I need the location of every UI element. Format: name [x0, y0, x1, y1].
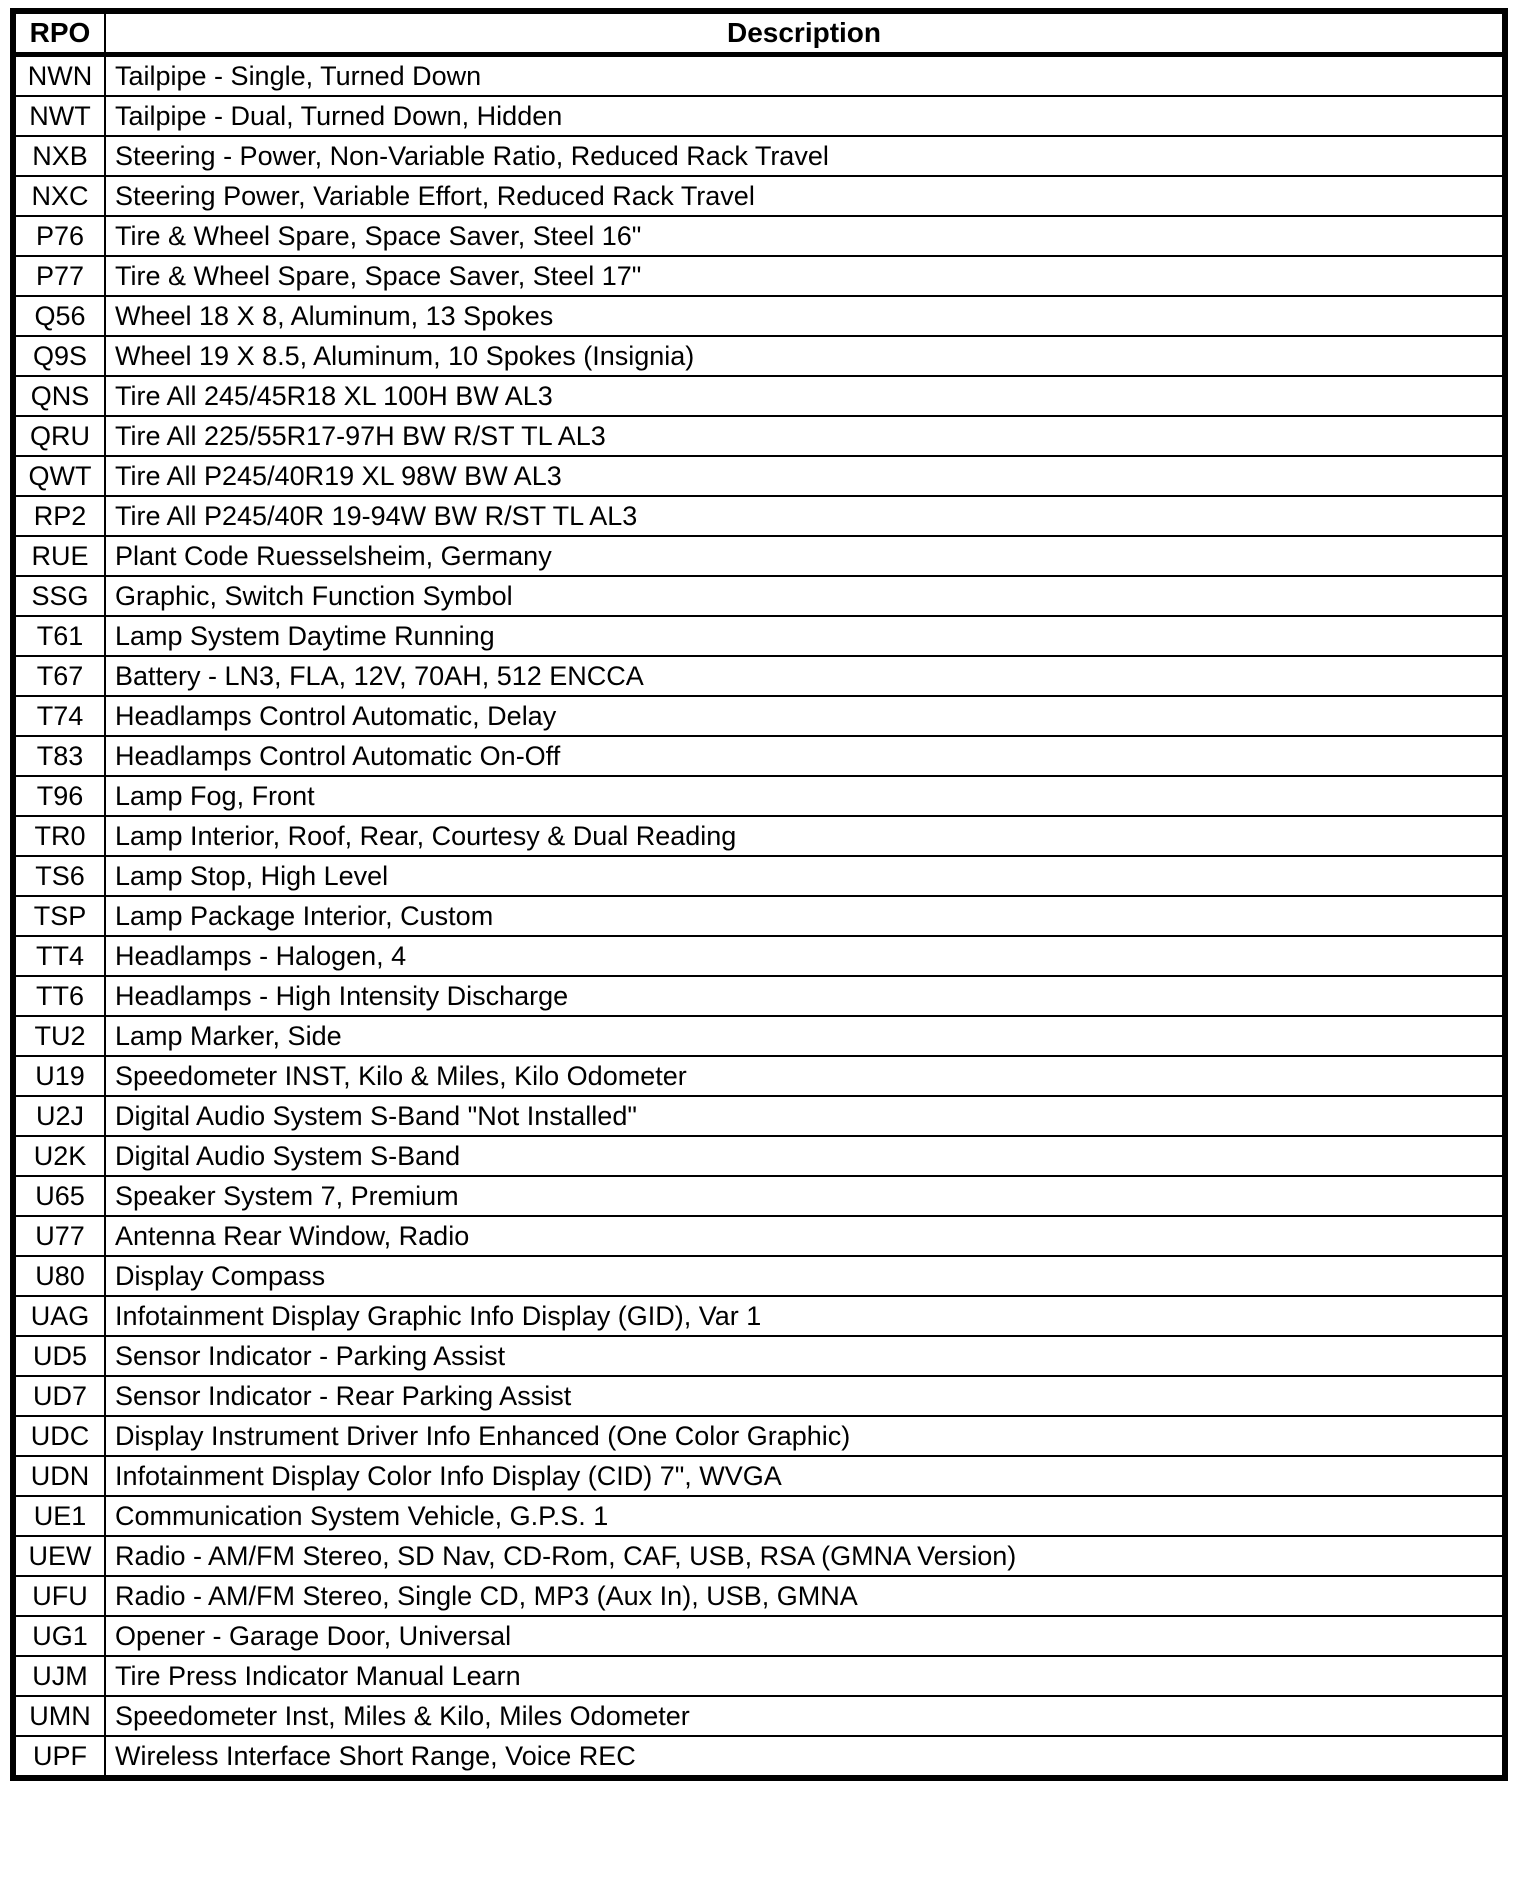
rpo-cell: TS6 — [13, 856, 105, 896]
description-cell: Wheel 18 X 8, Aluminum, 13 Spokes — [105, 296, 1505, 336]
rpo-cell: UPF — [13, 1736, 105, 1778]
description-cell: Lamp Fog, Front — [105, 776, 1505, 816]
rpo-cell: UD5 — [13, 1336, 105, 1376]
rpo-cell: U2J — [13, 1096, 105, 1136]
description-cell: Steering - Power, Non-Variable Ratio, Reduced Rack Travel — [105, 136, 1505, 176]
table-row — [13, 1296, 1505, 1336]
rpo-cell: U65 — [13, 1176, 105, 1216]
table-row — [13, 496, 1505, 536]
description-cell: Tire Press Indicator Manual Learn — [105, 1656, 1505, 1696]
rpo-cell: T74 — [13, 696, 105, 736]
description-cell: Tire All 225/55R17-97H BW R/ST TL AL3 — [105, 416, 1505, 456]
rpo-cell: TSP — [13, 896, 105, 936]
header-row — [13, 11, 1505, 55]
description-cell: Battery - LN3, FLA, 12V, 70AH, 512 ENCCA — [105, 656, 1505, 696]
description-cell: Infotainment Display Color Info Display (CID) 7", WVGA — [105, 1456, 1505, 1496]
description-cell: Radio - AM/FM Stereo, SD Nav, CD-Rom, CAF, USB, RSA (GMNA Version) — [105, 1536, 1505, 1576]
table-row — [13, 1496, 1505, 1536]
rpo-cell: P77 — [13, 256, 105, 296]
description-cell: Opener - Garage Door, Universal — [105, 1616, 1505, 1656]
description-cell: Headlamps - Halogen, 4 — [105, 936, 1505, 976]
description-cell: Speaker System 7, Premium — [105, 1176, 1505, 1216]
table-row — [13, 296, 1505, 336]
description-cell: Lamp Package Interior, Custom — [105, 896, 1505, 936]
table-row — [13, 1176, 1505, 1216]
rpo-cell: NWT — [13, 96, 105, 136]
rpo-cell: TR0 — [13, 816, 105, 856]
rpo-cell: NWN — [13, 55, 105, 97]
description-cell: Digital Audio System S-Band — [105, 1136, 1505, 1176]
table-row — [13, 1456, 1505, 1496]
description-cell: Tire All 245/45R18 XL 100H BW AL3 — [105, 376, 1505, 416]
description-cell: Speedometer INST, Kilo & Miles, Kilo Odometer — [105, 1056, 1505, 1096]
description-cell: Sensor Indicator - Rear Parking Assist — [105, 1376, 1505, 1416]
rpo-cell: UD7 — [13, 1376, 105, 1416]
table-row — [13, 816, 1505, 856]
table-row — [13, 696, 1505, 736]
rpo-cell: U19 — [13, 1056, 105, 1096]
rpo-cell: U80 — [13, 1256, 105, 1296]
table-row — [13, 1216, 1505, 1256]
description-cell: Wireless Interface Short Range, Voice REC — [105, 1736, 1505, 1778]
table-row — [13, 976, 1505, 1016]
rpo-cell: UG1 — [13, 1616, 105, 1656]
rpo-cell: UJM — [13, 1656, 105, 1696]
rpo-cell: NXB — [13, 136, 105, 176]
rpo-cell: RUE — [13, 536, 105, 576]
rpo-cell: RP2 — [13, 496, 105, 536]
table-row — [13, 1616, 1505, 1656]
table-row — [13, 576, 1505, 616]
table-row — [13, 136, 1505, 176]
description-cell: Display Compass — [105, 1256, 1505, 1296]
description-cell: Infotainment Display Graphic Info Display (GID), Var 1 — [105, 1296, 1505, 1336]
rpo-cell: QRU — [13, 416, 105, 456]
table-row — [13, 776, 1505, 816]
table-row — [13, 1696, 1505, 1736]
description-cell: Tire All P245/40R 19-94W BW R/ST TL AL3 — [105, 496, 1505, 536]
description-cell: Headlamps Control Automatic, Delay — [105, 696, 1505, 736]
rpo-cell: UMN — [13, 1696, 105, 1736]
rpo-cell: UE1 — [13, 1496, 105, 1536]
rpo-cell: U77 — [13, 1216, 105, 1256]
rpo-cell: Q56 — [13, 296, 105, 336]
rpo-cell: UEW — [13, 1536, 105, 1576]
description-cell: Graphic, Switch Function Symbol — [105, 576, 1505, 616]
rpo-cell: Q9S — [13, 336, 105, 376]
table-row — [13, 896, 1505, 936]
table-row — [13, 256, 1505, 296]
description-cell: Antenna Rear Window, Radio — [105, 1216, 1505, 1256]
description-cell: Display Instrument Driver Info Enhanced (One Color Graphic) — [105, 1416, 1505, 1456]
description-cell: Sensor Indicator - Parking Assist — [105, 1336, 1505, 1376]
description-cell: Lamp Marker, Side — [105, 1016, 1505, 1056]
description-cell: Tire & Wheel Spare, Space Saver, Steel 17" — [105, 256, 1505, 296]
description-cell: Plant Code Ruesselsheim, Germany — [105, 536, 1505, 576]
description-cell: Headlamps - High Intensity Discharge — [105, 976, 1505, 1016]
description-cell: Speedometer Inst, Miles & Kilo, Miles Odometer — [105, 1696, 1505, 1736]
description-cell: Headlamps Control Automatic On-Off — [105, 736, 1505, 776]
table-row — [13, 856, 1505, 896]
table-row — [13, 1256, 1505, 1296]
rpo-column-header: RPO — [13, 11, 105, 55]
table-row — [13, 416, 1505, 456]
table-row — [13, 616, 1505, 656]
description-cell: Wheel 19 X 8.5, Aluminum, 10 Spokes (Insignia) — [105, 336, 1505, 376]
table-row — [13, 456, 1505, 496]
table-row — [13, 1376, 1505, 1416]
rpo-cell: TT6 — [13, 976, 105, 1016]
rpo-cell: P76 — [13, 216, 105, 256]
description-column-header: Description — [105, 11, 1505, 55]
table-row — [13, 55, 1505, 97]
table-row — [13, 1096, 1505, 1136]
rpo-cell: TU2 — [13, 1016, 105, 1056]
rpo-cell: QWT — [13, 456, 105, 496]
description-cell: Tire All P245/40R19 XL 98W BW AL3 — [105, 456, 1505, 496]
table-row — [13, 1656, 1505, 1696]
rpo-cell: U2K — [13, 1136, 105, 1176]
rpo-cell: UDC — [13, 1416, 105, 1456]
rpo-cell: UAG — [13, 1296, 105, 1336]
description-cell: Digital Audio System S-Band "Not Installed" — [105, 1096, 1505, 1136]
rpo-cell: NXC — [13, 176, 105, 216]
table-row — [13, 1736, 1505, 1778]
rpo-cell: QNS — [13, 376, 105, 416]
rpo-cell: T61 — [13, 616, 105, 656]
description-cell: Communication System Vehicle, G.P.S. 1 — [105, 1496, 1505, 1536]
rpo-cell: UFU — [13, 1576, 105, 1616]
table-row — [13, 536, 1505, 576]
table-body — [13, 55, 1505, 1779]
rpo-cell: T96 — [13, 776, 105, 816]
description-cell: Tailpipe - Single, Turned Down — [105, 55, 1505, 97]
table-row — [13, 376, 1505, 416]
table-row — [13, 216, 1505, 256]
table-row — [13, 736, 1505, 776]
description-cell: Lamp System Daytime Running — [105, 616, 1505, 656]
table-row — [13, 656, 1505, 696]
table-row — [13, 336, 1505, 376]
table-row — [13, 1576, 1505, 1616]
table-row — [13, 1536, 1505, 1576]
description-cell: Tailpipe - Dual, Turned Down, Hidden — [105, 96, 1505, 136]
description-cell: Lamp Stop, High Level — [105, 856, 1505, 896]
description-cell: Tire & Wheel Spare, Space Saver, Steel 16" — [105, 216, 1505, 256]
table-row — [13, 1016, 1505, 1056]
table-row — [13, 176, 1505, 216]
table-row — [13, 1136, 1505, 1176]
rpo-cell: T67 — [13, 656, 105, 696]
description-cell: Lamp Interior, Roof, Rear, Courtesy & Dual Reading — [105, 816, 1505, 856]
rpo-cell: T83 — [13, 736, 105, 776]
rpo-code-table — [10, 8, 1508, 1781]
table-row — [13, 1056, 1505, 1096]
table-row — [13, 96, 1505, 136]
rpo-cell: TT4 — [13, 936, 105, 976]
table-row — [13, 936, 1505, 976]
rpo-cell: UDN — [13, 1456, 105, 1496]
table-row — [13, 1416, 1505, 1456]
description-cell: Radio - AM/FM Stereo, Single CD, MP3 (Aux In), USB, GMNA — [105, 1576, 1505, 1616]
table-row — [13, 1336, 1505, 1376]
description-cell: Steering Power, Variable Effort, Reduced Rack Travel — [105, 176, 1505, 216]
rpo-cell: SSG — [13, 576, 105, 616]
